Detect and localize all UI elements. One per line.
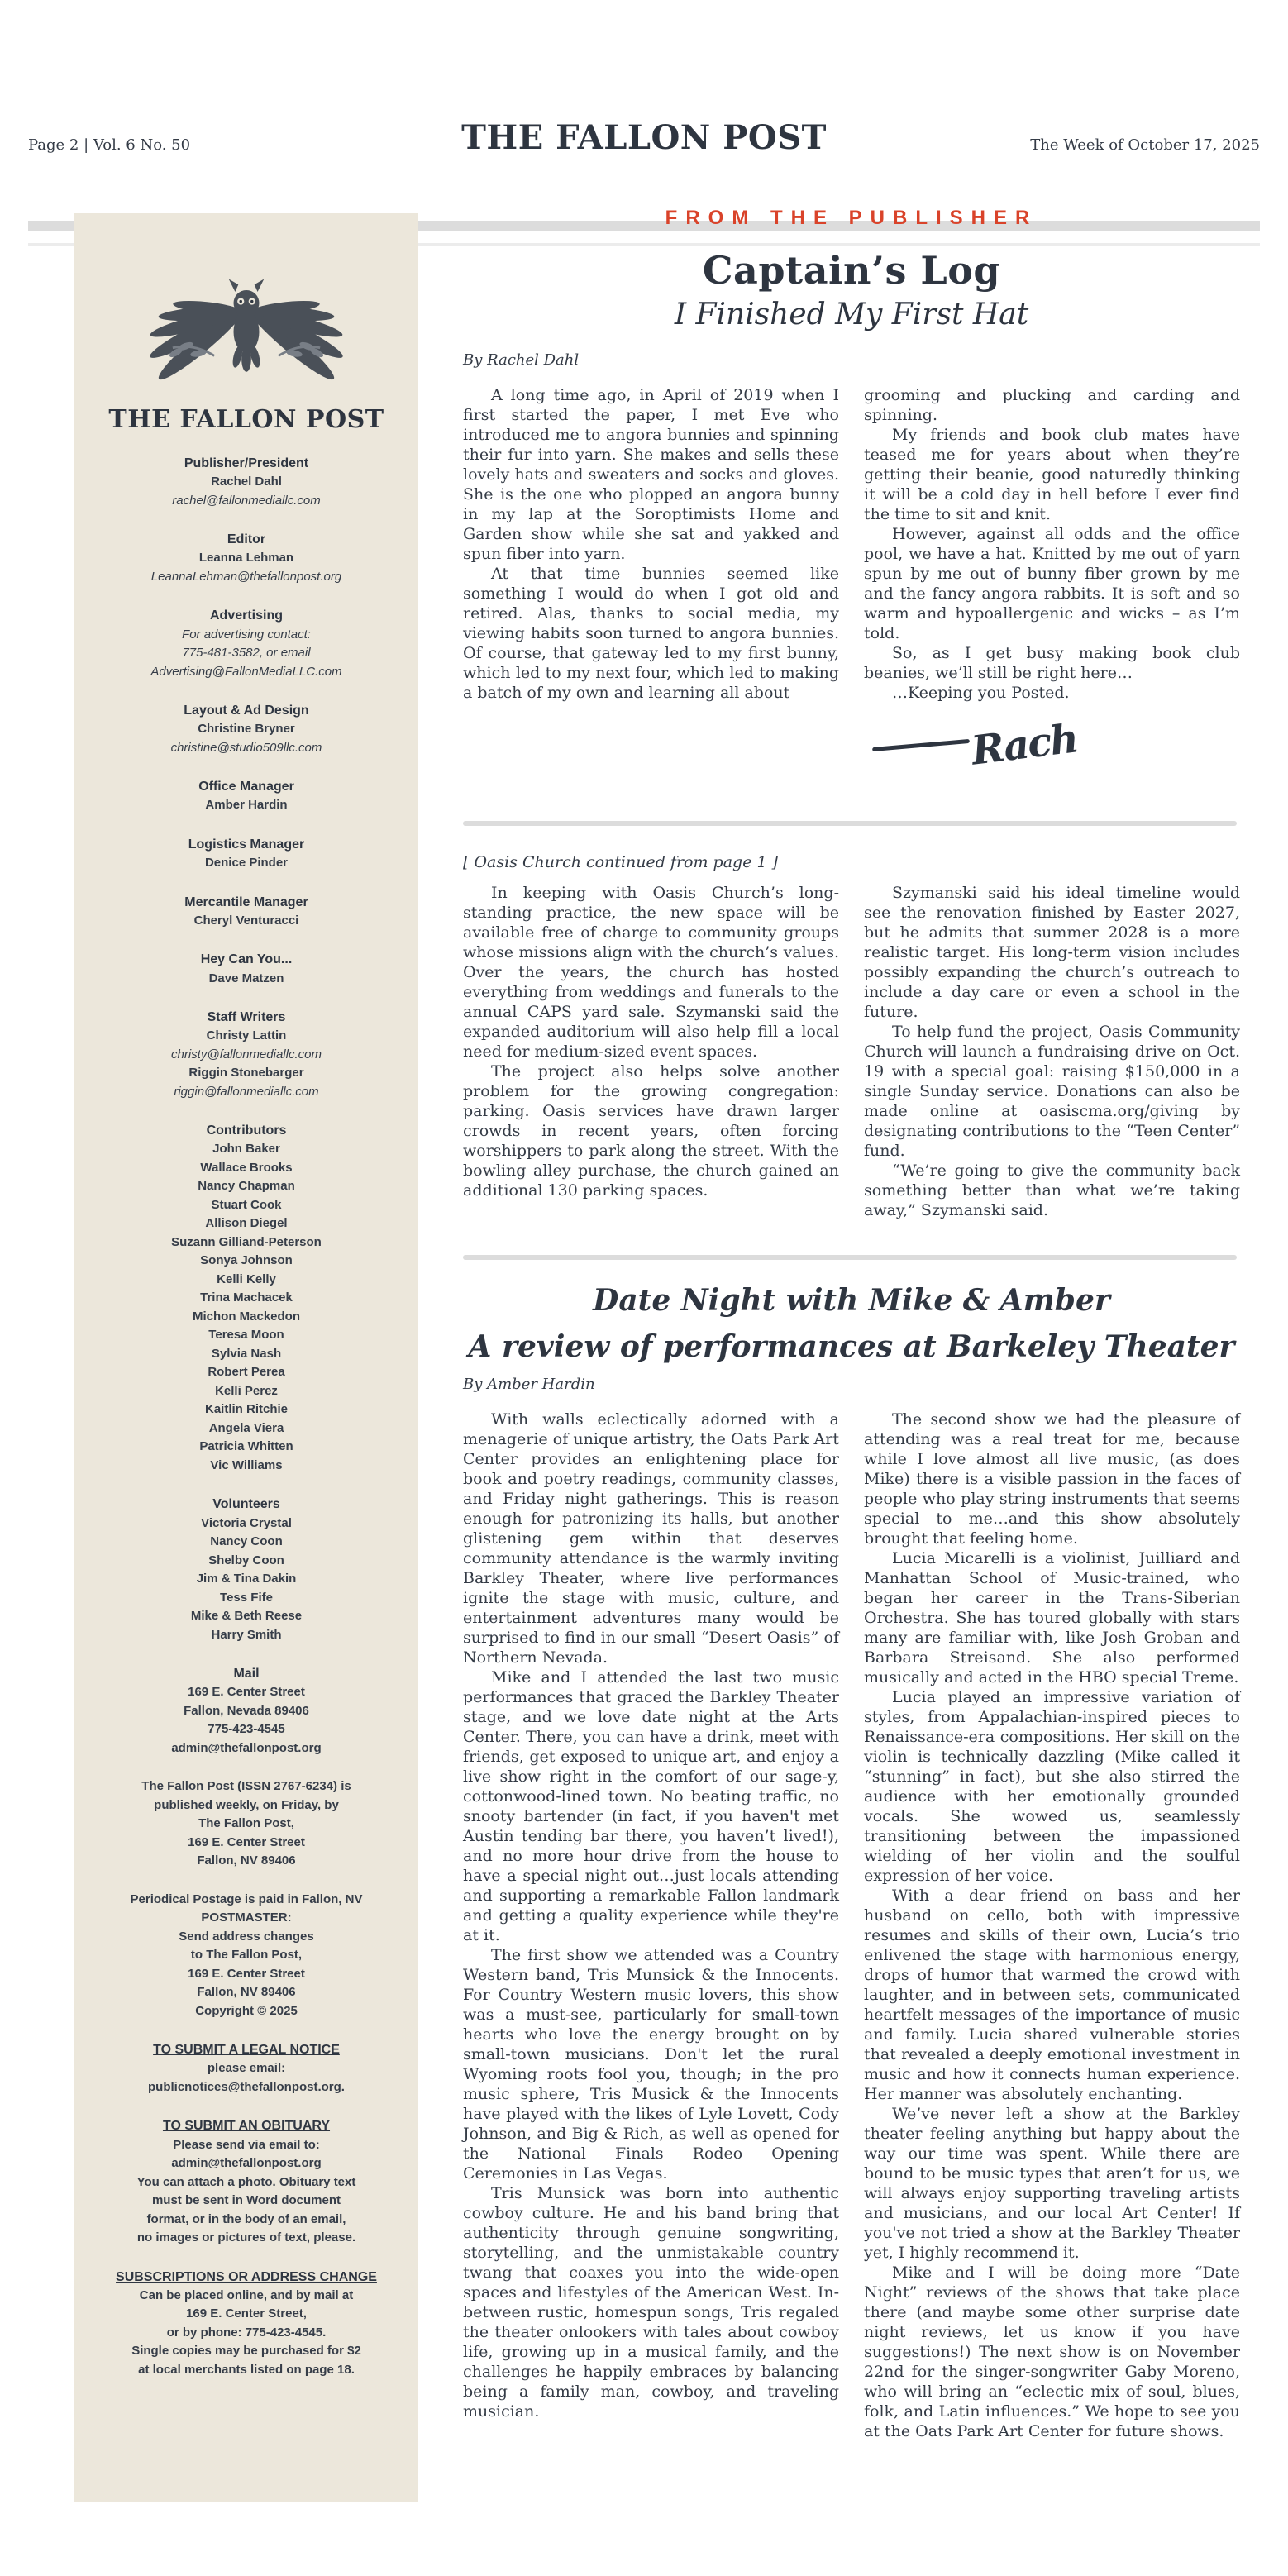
- masthead-line: Sylvia Nash: [211, 1346, 282, 1361]
- masthead-line: Angela Viera: [208, 1420, 284, 1435]
- masthead-section-heading: Volunteers: [212, 1497, 280, 1512]
- masthead-line: Single copies may be purchased for $2: [131, 2344, 361, 2359]
- article-paragraph: Tris Munsick was born into authentic cowboy culture. He and his band bring that authenticity through genuine songwriting, storytelling, and the unmistakable country twang that coaxes you into the wide-open spaces and lifestyles of the American West. In-between rustic, homespun songs, Tris regaled the theater onlookers with tales about cowboy life, growing up in a musical family, and the challenges he happily embraces by balancing being a family man, cowboy, and traveling musician.: [463, 2184, 839, 2421]
- masthead-contact-line: christine@studio509llc.com: [170, 740, 322, 755]
- masthead-line: POSTMASTER:: [201, 1911, 292, 1925]
- article-paragraph: My friends and book club mates have teased me for years about when they’re getting their beanie, good naturedly thinking it will be a cold day in hell before I ever find the time to sit and knit.: [864, 426, 1240, 523]
- masthead-line: Copyright © 2025: [195, 2003, 298, 2018]
- article-subtitle: I Finished My First Hat: [674, 298, 1029, 332]
- newspaper-name: THE FALLON POST: [461, 118, 827, 157]
- masthead-contact-line: LeannaLehman@thefallonpost.org: [150, 569, 342, 584]
- masthead-line: Robert Perea: [208, 1365, 285, 1380]
- masthead-line: Please send via email to:: [173, 2137, 320, 2152]
- masthead-section-heading: Staff Writers: [207, 1010, 286, 1024]
- article-column: [463, 1410, 839, 2441]
- article-paragraph: Mike and I will be doing more “Date Night” reviews of the shows that take place there (and maybe some other surprise date night reviews, let us know if you have suggestions!) The next show is on November 22nd for the singer-songwriter Gaby Moreno, who will bring an “eclectic mix of soul, blues, folk, and Latin influences.” We hope to see you at the Oats Park Art Center for future shows.: [864, 2264, 1240, 2440]
- article-paragraph: “We’re going to give the community back something better than what we’re taking away,” Szymanski said.: [864, 1162, 1240, 1219]
- signature: [872, 716, 1240, 774]
- masthead-section-heading: Editor: [227, 532, 266, 547]
- masthead-line: Fallon, NV 89406: [197, 1985, 296, 2000]
- masthead-section: [89, 606, 403, 681]
- masthead-line: Riggin Stonebarger: [188, 1066, 304, 1080]
- byline: By Amber Hardin: [463, 1376, 595, 1393]
- masthead-section: [89, 1891, 403, 2021]
- main-content: [463, 0, 1240, 2576]
- masthead-line: admin@thefallonpost.org: [171, 2156, 322, 2171]
- masthead-section: [89, 2116, 403, 2247]
- masthead-line: 169 E. Center Street: [188, 1834, 305, 1849]
- masthead-section-heading: Logistics Manager: [188, 837, 305, 852]
- masthead-line: published weekly, on Friday, by: [154, 1797, 339, 1812]
- masthead-sidebar: [74, 213, 418, 2502]
- masthead-line: Christy Lattin: [206, 1028, 287, 1043]
- masthead-line: The Fallon Post (ISSN 2767-6234) is: [141, 1779, 351, 1794]
- masthead-section-heading: Office Manager: [198, 780, 294, 794]
- masthead-line: Leanna Lehman: [198, 551, 294, 565]
- masthead-section-heading: TO SUBMIT A LEGAL NOTICE: [153, 2043, 340, 2058]
- masthead-line: format, or in the body of an email,: [146, 2211, 346, 2226]
- article-paragraph: The project also helps solve another problem for the growing congregation: parking. Oasis services have drawn larger crowds in recent years, often forcing worshippers to park along the street. With the bowling alley purchase, the church gained an additional 130 parking spaces.: [463, 1062, 839, 1200]
- signature-dash: [872, 738, 970, 751]
- masthead-contact-line: 775-481-3582, or email: [182, 646, 311, 661]
- article-paragraph: To help fund the project, Oasis Community Church will launch a fundraising drive on Oct. 19 with a special goal: raising $150,000 in a single Sunday service. Donations can also be made online at oasiscma.org/giving by designating contributions to the “Teen Center” fund.: [864, 1023, 1240, 1160]
- masthead-line: Vic Williams: [210, 1457, 283, 1472]
- masthead-line: Michon Mackedon: [192, 1309, 300, 1324]
- masthead-line: Periodical Postage is paid in Fallon, NV: [130, 1891, 363, 1906]
- masthead-line: Amber Hardin: [205, 798, 288, 813]
- masthead-line: The Fallon Post,: [198, 1816, 294, 1831]
- masthead-line: Fallon, Nevada 89406: [184, 1703, 309, 1718]
- issue-date: The Week of October 17, 2025: [1030, 136, 1260, 154]
- article-paragraph: Mike and I attended the last two music performances that graced the Barkley Theater stage, and we love date night at the Arts Center. There, you can have a drink, meet with friends, get exposed to unique art, and enjoy a live show right in the comfort of our sage-y, cottonwood-lined town. No beating traffic, no snooty bartender (in fact, if you haven't met Austin tending bar there, you haven’t lived!), and no more hour drive from the house to have a special night out…just locals attending and supporting a remarkable Fallon landmark and getting a quality experience while they're at it.: [463, 1668, 839, 1944]
- article-subtitle: A review of performances at Barkeley Theater: [468, 1329, 1235, 1364]
- masthead-line: Allison Diegel: [205, 1216, 288, 1231]
- article-paragraph: Szymanski said his ideal timeline would see the renovation finished by Easter 2027, but he admits that summer 2028 is a more realistic target. His long-term vision includes possibly expanding the church’s outreach to include a day care or even a school in the future.: [864, 884, 1240, 1021]
- masthead-section: [89, 835, 403, 873]
- masthead-line: Kelli Perez: [215, 1383, 278, 1398]
- masthead-line: at local merchants listed on page 18.: [138, 2362, 355, 2377]
- article-captains-log: [463, 248, 1240, 774]
- masthead-line: John Baker: [212, 1142, 280, 1157]
- masthead-section: [89, 1777, 403, 1871]
- article-paragraph: …Keeping you Posted.: [892, 684, 1070, 702]
- masthead-section: [89, 777, 403, 815]
- masthead-line: Teresa Moon: [208, 1328, 284, 1343]
- masthead-contact-line: For advertising contact:: [182, 627, 311, 642]
- masthead-staff-list: [89, 454, 403, 2379]
- masthead-line: Rachel Dahl: [211, 475, 282, 489]
- masthead-line: admin@thefallonpost.org: [171, 1740, 322, 1755]
- masthead-section: [89, 530, 403, 586]
- section-divider: [463, 1255, 1237, 1260]
- article-paragraph: Lucia Micarelli is a violinist, Juilliard and Manhattan School of Music-trained, who began her career in the Trans-Siberian Orchestra. She has toured globally with stars many are familiar with, like Josh Groban and Barbara Streisand. She also performed musically and acted in the HBO special Treme.: [864, 1549, 1240, 1686]
- masthead-section-heading: Contributors: [206, 1123, 287, 1138]
- article-column: [864, 883, 1240, 1220]
- article-paragraph: A long time ago, in April of 2019 when I first started the paper, I met Eve who introduced me to angora bunnies and spinning their fur into yarn. She makes and sells these lovely hats and sweaters and socks and gloves. She is the one who plopped an angora bunny in my lap at the Soroptimists Home and Garden show while she sat and yakked and spun fiber into yarn.: [463, 386, 839, 563]
- masthead-line: Cheryl Venturacci: [193, 913, 299, 928]
- section-kicker: FROM THE PUBLISHER: [665, 207, 1038, 229]
- masthead-line: Fallon, NV 89406: [197, 1853, 296, 1868]
- masthead-line: Can be placed online, and by mail at: [139, 2287, 354, 2302]
- masthead-line: Denice Pinder: [204, 856, 289, 871]
- article-column: [864, 1410, 1240, 2441]
- masthead-line: Trina Machacek: [200, 1290, 293, 1305]
- article-paragraph: At that time bunnies seemed like something I would do when I got old and retired. Alas, thanks to social media, my viewing habits soon turned to angora bunnies. Of course, that gateway led to my first bunny, which led to my next four, which led to making a batch of my own and learning all about: [463, 565, 839, 702]
- masthead-line: please email:: [207, 2061, 286, 2076]
- masthead-line: to The Fallon Post,: [190, 1948, 303, 1963]
- masthead-line: must be sent in Word document: [151, 2193, 341, 2208]
- article-paragraph: With walls eclectically adorned with a menagerie of unique artistry, the Oats Park Art Center provides an enlightening place for book and poetry readings, community classes, and Friday night gatherings. This is reason enough for patronizing its halls, but another glistening gem within that deserves community attendance is the warmly inviting Barkley Theater, where live performances ignite the stage with music, culture, and entertainment adventures many would be surprised to find in our small “Desert Oasis” of Northern Nevada.: [463, 1410, 839, 1667]
- masthead-line: Victoria Crystal: [201, 1515, 292, 1530]
- masthead-line: Dave Matzen: [208, 971, 284, 985]
- article-paragraph: In keeping with Oasis Church’s long-standing practice, the new space will be available free of charge to community groups whose missions align with the church’s values. Over the years, the church has hosted everything from weddings and funerals to the annual CAPS yard sale. Szymanski said the expanded auditorium will also help fill a local need for medium-sized event spaces.: [463, 884, 839, 1061]
- masthead-line: Suzann Gilliand-Peterson: [171, 1234, 322, 1249]
- masthead-section-heading: SUBSCRIPTIONS OR ADDRESS CHANGE: [116, 2269, 377, 2284]
- masthead-line: Wallace Brooks: [200, 1160, 293, 1175]
- masthead-line: 169 E. Center Street: [188, 1685, 305, 1700]
- masthead-contact-line: Advertising@FallonMediaLLC.com: [150, 664, 342, 679]
- masthead-line: no images or pictures of text, please.: [136, 2230, 356, 2245]
- masthead-line: publicnotices@thefallonpost.org.: [148, 2079, 345, 2094]
- article-paragraph: grooming and plucking and carding and spinning.: [864, 386, 1240, 424]
- masthead-section: [89, 1121, 403, 1475]
- masthead-section-heading: Hey Can You...: [200, 952, 293, 967]
- masthead-line: Send address changes: [179, 1929, 314, 1944]
- article-paragraph: So, as I get busy making book club beanies, we’ll still be right here…: [864, 644, 1240, 682]
- article-column: [463, 883, 839, 1220]
- masthead-line: Christine Bryner: [198, 722, 295, 737]
- byline: By Rachel Dahl: [463, 351, 580, 369]
- masthead-section: [89, 2268, 403, 2380]
- masthead-line: Sonya Johnson: [200, 1253, 293, 1268]
- masthead-line: You can attach a photo. Obituary text: [136, 2174, 356, 2189]
- masthead-contact-line: riggin@fallonmediallc.com: [174, 1084, 319, 1099]
- continued-note: [ Oasis Church continued from page 1 ]: [463, 853, 779, 871]
- masthead-line: 169 E. Center Street,: [186, 2306, 307, 2321]
- masthead-line: 169 E. Center Street: [188, 1966, 305, 1981]
- section-divider: [463, 821, 1237, 826]
- article-column: [463, 385, 839, 774]
- masthead-section-heading: Mail: [233, 1667, 260, 1682]
- masthead-line: Kaitlin Ritchie: [204, 1402, 288, 1417]
- masthead-section: [89, 1495, 403, 1644]
- article-paragraph: Lucia played an impressive variation of styles, from Appalachian-inspired pieces to Renaissance-era compositions. Her skill on the violin is technically dazzling (Mike called it “stunning” in fact), but she also stirred the audience with her emotionally grounded vocals. She wowed us, seamlessly transitioning between the impassioned wielding of her violin and the soulful expression of her voice.: [864, 1688, 1240, 1885]
- owl-logo: [118, 235, 374, 397]
- masthead-section: [89, 701, 403, 757]
- masthead-section: [89, 2040, 403, 2097]
- masthead-section-heading: Advertising: [209, 608, 283, 623]
- masthead-line: Shelby Coon: [208, 1553, 284, 1567]
- masthead-title: THE FALLON POST: [108, 405, 384, 434]
- signature-name: Rach: [969, 715, 1080, 775]
- masthead-line: Patricia Whitten: [199, 1439, 293, 1454]
- article-paragraph: With a dear friend on bass and her husband on cello, both with impressive resumes and skills of their own, Lucia’s trio enlivened the stage with harmonious energy, drops of humor that warmed the crowd with laughter, and in between sets, communicated heartfelt messages of the importance of music and family. Lucia shared vulnerable stories that revealed a deeply emotional investment in music and how it connects human experience. Her manner was absolutely enchanting.: [864, 1887, 1240, 2103]
- masthead-contact-line: rachel@fallonmediallc.com: [172, 493, 321, 508]
- article-paragraph: The first show we attended was a Country Western band, Tris Munsick & the Innocents. For Country Western music lovers, this show was a must-see, particularly for small-town hearts who love the energy brought on by small-town musicians. Don't let the rural Wyoming roots fool you, though; in the pro music sphere, Tris Musick & the Innocents have played with the likes of Lyle Lovett, Cody Johnson, and Big & Rich, as well as opened for the National Finals Rodeo Opening Ceremonies in Las Vegas.: [463, 1946, 839, 2182]
- masthead-line: Nancy Chapman: [198, 1179, 295, 1194]
- masthead-line: 775-423-4545: [208, 1722, 285, 1737]
- masthead-section: [89, 1664, 403, 1758]
- masthead-line: Jim & Tina Dakin: [196, 1572, 297, 1586]
- masthead-line: or by phone: 775-423-4545.: [166, 2325, 327, 2340]
- article-paragraph: The second show we had the pleasure of attending was a real treat for me, because while I love almost all live music, (as does Mike) there is a visible passion in the faces of people who play string instruments that seems special to me…and this show absolutely brought that feeling home.: [864, 1410, 1240, 1548]
- article-oasis-church: [463, 853, 1240, 1220]
- article-title: Captain’s Log: [702, 248, 1001, 293]
- page-number: Page 2 | Vol. 6 No. 50: [28, 136, 191, 154]
- masthead-line: Harry Smith: [211, 1627, 282, 1642]
- masthead-section: [89, 1008, 403, 1101]
- masthead-line: Kelli Kelly: [217, 1271, 276, 1286]
- article-column-text: [864, 385, 1240, 703]
- masthead-line: Mike & Beth Reese: [190, 1609, 303, 1624]
- masthead-line: Nancy Coon: [210, 1534, 283, 1549]
- masthead-contact-line: christy@fallonmediallc.com: [171, 1047, 322, 1061]
- article-title: Date Night with Mike & Amber: [593, 1283, 1110, 1318]
- masthead-line: Stuart Cook: [211, 1197, 282, 1212]
- masthead-section-heading: Mercantile Manager: [184, 894, 308, 909]
- masthead-section: [89, 454, 403, 510]
- masthead-section: [89, 893, 403, 931]
- article-paragraph: However, against all odds and the office pool, we have a hat. Knitted by me out of yarn spun by me out of bunny fiber grown by me and the fancy angora rabbits. It is soft and so warm and hypoallergenic and wicks – as I’m told.: [864, 525, 1240, 642]
- masthead-section-heading: TO SUBMIT AN OBITUARY: [162, 2119, 331, 2134]
- masthead-line: Tess Fife: [220, 1590, 273, 1605]
- article-column: [864, 385, 1240, 774]
- masthead-section: [89, 950, 403, 988]
- article-date-night: [463, 1283, 1240, 2441]
- masthead-section-heading: Layout & Ad Design: [184, 704, 309, 718]
- article-paragraph: We’ve never left a show at the Barkley theater feeling anything but happy about the way our time was spent. While there are bound to be music types that aren’t for us, we will always enjoy supporting traveling artists and musicians, and our local Art Center! If you've not tried a show at the Barkley Theater yet, I highly recommend it.: [864, 2105, 1240, 2262]
- masthead-section-heading: Publisher/President: [184, 456, 309, 470]
